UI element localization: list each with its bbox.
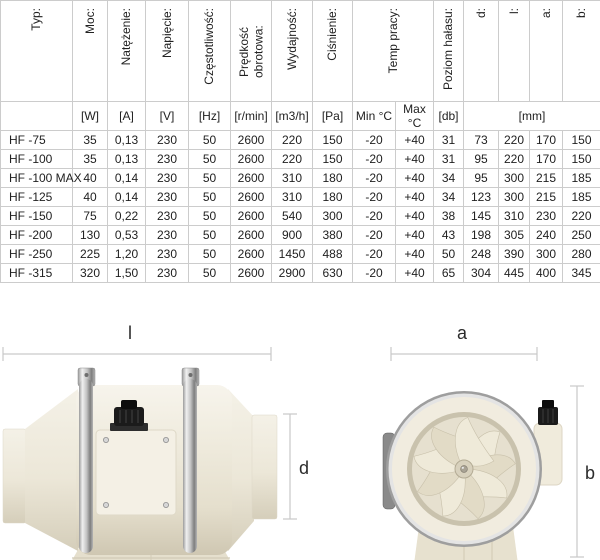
table-cell: +40 <box>396 131 434 150</box>
junction-box <box>96 430 176 515</box>
table-cell: 1,20 <box>108 245 146 264</box>
col-header-b: b: <box>563 1 600 102</box>
table-cell: 305 <box>499 226 530 245</box>
table-cell: 180 <box>313 188 353 207</box>
table-cell-typ: HF -200 <box>1 226 73 245</box>
technical-drawings-section <box>0 283 600 560</box>
table-cell: +40 <box>396 207 434 226</box>
table-cell: -20 <box>353 226 396 245</box>
table-cell: -20 <box>353 207 396 226</box>
table-cell: 95 <box>464 169 499 188</box>
table-cell: 145 <box>464 207 499 226</box>
table-cell: +40 <box>396 264 434 283</box>
table-cell: 150 <box>563 150 600 169</box>
table-cell: 380 <box>313 226 353 245</box>
table-cell: 170 <box>530 131 563 150</box>
table-cell: 2600 <box>231 264 272 283</box>
unit-cell-a: [A] <box>108 102 146 131</box>
dimension-label-l: l <box>128 323 132 343</box>
col-header-typ-label: Typ: <box>29 8 44 31</box>
duct-spigot-right <box>252 415 277 519</box>
table-cell: 304 <box>464 264 499 283</box>
unit-cell-min-c: Min °C <box>353 102 396 131</box>
col-header-l: l: <box>499 1 530 102</box>
col-header-cisnienie: Ciśnienie: <box>313 1 353 102</box>
table-cell: 73 <box>464 131 499 150</box>
table-cell: 250 <box>563 226 600 245</box>
unit-cell-hz: [Hz] <box>189 102 231 131</box>
table-cell: 35 <box>73 131 108 150</box>
table-cell: 75 <box>73 207 108 226</box>
dimension-label-d: d <box>298 458 310 478</box>
table-cell: 900 <box>272 226 313 245</box>
table-cell: +40 <box>396 169 434 188</box>
table-cell: 445 <box>499 264 530 283</box>
unit-cell-w: [W] <box>73 102 108 131</box>
table-cell: 50 <box>189 245 231 264</box>
table-cell: 230 <box>146 131 189 150</box>
table-cell: 230 <box>146 169 189 188</box>
table-cell: 2600 <box>231 188 272 207</box>
table-cell: 280 <box>563 245 600 264</box>
table-cell: 310 <box>272 169 313 188</box>
table-cell: 0,13 <box>108 131 146 150</box>
table-cell-typ: HF -100 <box>1 150 73 169</box>
table-cell: 400 <box>530 264 563 283</box>
table-cell: 230 <box>146 207 189 226</box>
unit-cell-max-c: Max °C <box>396 102 434 131</box>
table-cell: 50 <box>189 207 231 226</box>
table-cell: 225 <box>73 245 108 264</box>
table-cell: 50 <box>189 264 231 283</box>
screw-icon <box>103 437 108 442</box>
table-row <box>1 150 600 169</box>
table-cell: 40 <box>73 169 108 188</box>
table-cell: 50 <box>434 245 464 264</box>
table-cell-typ: HF -150 <box>1 207 73 226</box>
front-view-drawing <box>383 323 595 560</box>
table-row <box>1 245 600 264</box>
unit-cell-v: [V] <box>146 102 189 131</box>
dimension-length <box>3 323 271 361</box>
table-cell: 38 <box>434 207 464 226</box>
table-cell: 35 <box>73 150 108 169</box>
table-cell: 123 <box>464 188 499 207</box>
table-cell: -20 <box>353 264 396 283</box>
side-view-drawing <box>3 323 309 560</box>
unit-cell-pa: [Pa] <box>313 102 353 131</box>
col-header-poziom-halasu: Poziom hałasu: <box>434 1 464 102</box>
table-cell: -20 <box>353 245 396 264</box>
table-cell: 150 <box>563 131 600 150</box>
table-cell: 2600 <box>231 245 272 264</box>
col-header-a: a: <box>530 1 563 102</box>
table-cell-typ: HF -315 <box>1 264 73 283</box>
table-cell: 488 <box>313 245 353 264</box>
table-cell: 300 <box>499 188 530 207</box>
table-cell: 630 <box>313 264 353 283</box>
table-cell: 130 <box>73 226 108 245</box>
col-header-d: d: <box>464 1 499 102</box>
unit-cell-m3h: [m3/h] <box>272 102 313 131</box>
table-cell: 230 <box>146 150 189 169</box>
dimension-label-b: b <box>584 463 596 483</box>
table-row <box>1 188 600 207</box>
table-cell: 220 <box>272 150 313 169</box>
table-cell: 170 <box>530 150 563 169</box>
col-header-predkosc-obrotowa: Prędkość obrotowa: <box>231 1 272 102</box>
table-row <box>1 226 600 245</box>
dimension-width <box>391 323 537 361</box>
table-cell: 40 <box>73 188 108 207</box>
table-cell: -20 <box>353 188 396 207</box>
table-cell: 34 <box>434 169 464 188</box>
table-cell: 185 <box>563 188 600 207</box>
table-row <box>1 264 600 283</box>
table-cell: 230 <box>146 188 189 207</box>
unit-cell-empty <box>1 102 73 131</box>
table-cell: 390 <box>499 245 530 264</box>
table-cell: 2900 <box>272 264 313 283</box>
table-cell: 230 <box>530 207 563 226</box>
table-cell: +40 <box>396 150 434 169</box>
table-cell: 240 <box>530 226 563 245</box>
table-units-row <box>1 102 600 131</box>
table-cell: 345 <box>563 264 600 283</box>
table-cell: 215 <box>530 188 563 207</box>
col-header-czestotliwosc: Częstotliwość: <box>189 1 231 102</box>
table-cell: 320 <box>73 264 108 283</box>
table-cell: 0,13 <box>108 150 146 169</box>
table-cell: 220 <box>272 131 313 150</box>
table-cell-typ: HF -75 <box>1 131 73 150</box>
table-cell: 31 <box>434 150 464 169</box>
col-header-natezenie: Natężenie: <box>108 1 146 102</box>
dimension-diameter <box>283 414 309 519</box>
table-cell: 215 <box>530 169 563 188</box>
dimension-height <box>570 386 595 557</box>
unit-cell-mm: [mm] <box>464 102 600 131</box>
table-cell: 230 <box>146 245 189 264</box>
table-cell: 300 <box>313 207 353 226</box>
table-cell: 220 <box>563 207 600 226</box>
table-cell: 0,53 <box>108 226 146 245</box>
table-cell: -20 <box>353 169 396 188</box>
duct-cone-left <box>25 389 78 551</box>
table-cell: +40 <box>396 226 434 245</box>
col-header-wydajnosc: Wydajność: <box>272 1 313 102</box>
col-header-moc: Moc: <box>73 1 108 102</box>
table-cell: 65 <box>434 264 464 283</box>
table-cell-typ: HF -100 MAX <box>1 169 73 188</box>
table-cell: 540 <box>272 207 313 226</box>
table-cell: 220 <box>499 131 530 150</box>
dimension-label-a: a <box>456 323 468 343</box>
table-cell: 198 <box>464 226 499 245</box>
table-header-row <box>1 1 600 102</box>
screw-icon <box>163 502 168 507</box>
table-cell-typ: HF -125 <box>1 188 73 207</box>
table-cell: 50 <box>189 150 231 169</box>
table-cell: 50 <box>189 188 231 207</box>
table-cell: 2600 <box>231 169 272 188</box>
table-cell: 2600 <box>231 207 272 226</box>
table-cell: 50 <box>189 226 231 245</box>
duct-spigot-left <box>3 429 26 523</box>
unit-cell-rmin: [r/min] <box>231 102 272 131</box>
col-header-typ <box>1 1 73 102</box>
table-cell: 31 <box>434 131 464 150</box>
table-cell: 43 <box>434 226 464 245</box>
table-cell-typ: HF -250 <box>1 245 73 264</box>
table-cell: -20 <box>353 131 396 150</box>
table-cell: 2600 <box>231 226 272 245</box>
col-header-napiecie: Napięcie: <box>146 1 189 102</box>
table-cell: -20 <box>353 150 396 169</box>
table-cell: 185 <box>563 169 600 188</box>
table-cell: 2600 <box>231 131 272 150</box>
table-cell: 230 <box>146 226 189 245</box>
table-cell: 2600 <box>231 150 272 169</box>
table-row <box>1 207 600 226</box>
clamp-strap-left <box>78 368 95 553</box>
table-cell: +40 <box>396 188 434 207</box>
table-row <box>1 131 600 150</box>
screw-icon <box>163 437 168 442</box>
table-cell: 0,22 <box>108 207 146 226</box>
table-cell: 310 <box>499 207 530 226</box>
table-cell: 248 <box>464 245 499 264</box>
table-cell: 220 <box>499 150 530 169</box>
table-cell: 1450 <box>272 245 313 264</box>
table-cell: 310 <box>272 188 313 207</box>
spec-table-body <box>1 131 600 283</box>
fan-front-face <box>386 391 542 547</box>
table-cell: 0,14 <box>108 169 146 188</box>
col-header-temp-pracy: Temp pracy: <box>353 1 434 102</box>
table-cell: 230 <box>146 264 189 283</box>
table-cell: 300 <box>499 169 530 188</box>
table-cell: 150 <box>313 150 353 169</box>
table-cell: 50 <box>189 131 231 150</box>
table-cell: 1,50 <box>108 264 146 283</box>
table-cell: 34 <box>434 188 464 207</box>
hub-screw-icon <box>461 466 468 473</box>
screw-icon <box>103 502 108 507</box>
table-cell: 95 <box>464 150 499 169</box>
table-cell: 150 <box>313 131 353 150</box>
clamp-strap-right <box>182 368 199 553</box>
table-cell: 0,14 <box>108 188 146 207</box>
table-cell: 50 <box>189 169 231 188</box>
table-cell: 300 <box>530 245 563 264</box>
table-row <box>1 169 600 188</box>
unit-cell-db: [db] <box>434 102 464 131</box>
technical-drawings <box>0 283 600 560</box>
table-cell: +40 <box>396 245 434 264</box>
table-cell: 180 <box>313 169 353 188</box>
